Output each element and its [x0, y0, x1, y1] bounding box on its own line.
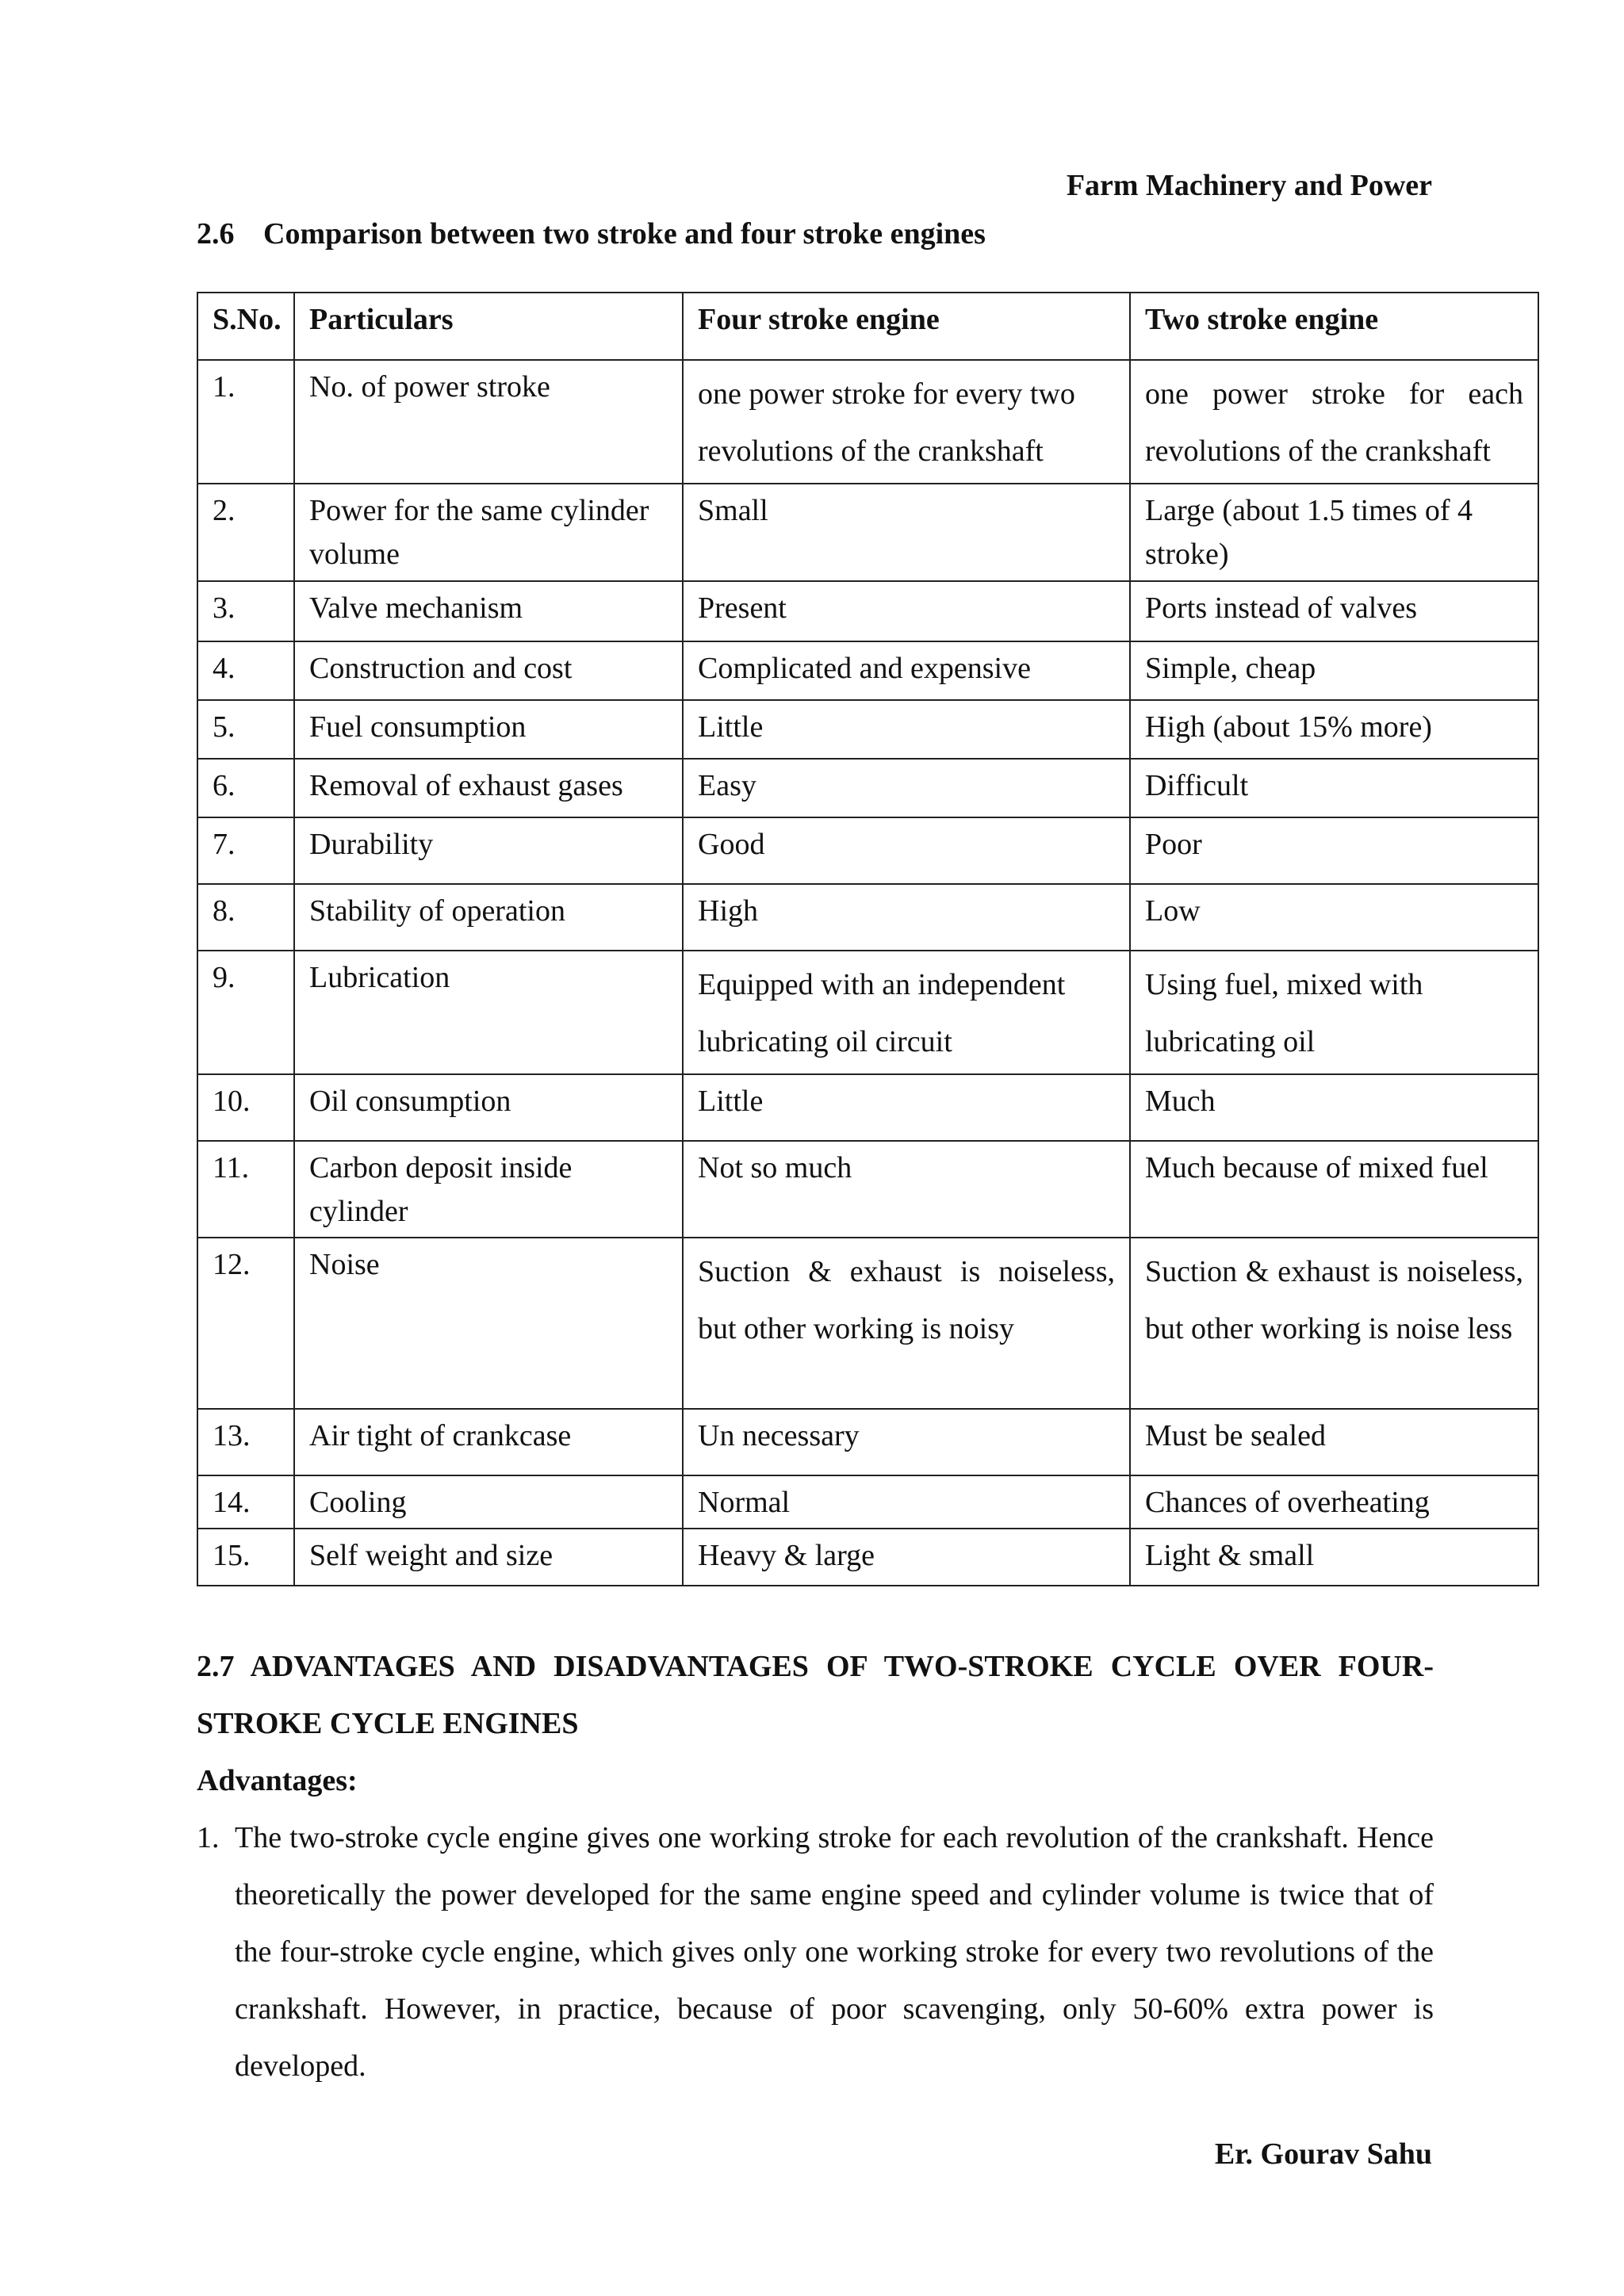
cell-particular: Valve mechanism [294, 581, 683, 641]
cell-four-stroke: Heavy & large [683, 1529, 1130, 1586]
cell-two-stroke: Using fuel, mixed with lubricating oil [1130, 951, 1538, 1074]
cell-four-stroke: Present [683, 581, 1130, 641]
section-number: 2.6 [197, 217, 235, 251]
cell-four-stroke: Not so much [683, 1141, 1130, 1238]
table-row [197, 581, 1538, 641]
cell-particular: Carbon deposit inside cylinder [294, 1141, 683, 1238]
cell-particular: Noise [294, 1238, 683, 1409]
cell-two-stroke: Much [1130, 1074, 1538, 1141]
table-row [197, 817, 1538, 884]
cell-particular: Durability [294, 817, 683, 884]
cell-particular: Power for the same cylinder volume [294, 484, 683, 580]
cell-two-stroke: Chances of overheating [1130, 1475, 1538, 1529]
section-heading-2-6 [197, 216, 986, 251]
cell-two-stroke: High (about 15% more) [1130, 700, 1538, 759]
cell-sno: 2. [197, 484, 294, 580]
footer-author: Er. Gourav Sahu [1214, 2137, 1432, 2171]
cell-sno: 10. [197, 1074, 294, 1141]
list-item [197, 1809, 1434, 2095]
cell-two-stroke: Large (about 1.5 times of 4 stroke) [1130, 484, 1538, 580]
table-row [197, 1409, 1538, 1475]
cell-particular: Cooling [294, 1475, 683, 1529]
cell-two-stroke: Suction & exhaust is noiseless, but other working is noise less [1130, 1238, 1538, 1409]
comparison-table [197, 292, 1539, 1586]
cell-sno: 8. [197, 884, 294, 951]
section-title: Comparison between two stroke and four stroke engines [263, 217, 986, 251]
cell-sno: 3. [197, 581, 294, 641]
cell-two-stroke: Difficult [1130, 759, 1538, 817]
list-item-text: The two-stroke cycle engine gives one working stroke for each revolution of the crankshaft. Hence theoretically the power developed for the same engine speed and cylinder volume is twice that of the four-stroke cycle engine, which gives only one working stroke for every two revolutions of the crankshaft. However, in practice, because of poor scavenging, only 50-60% extra power is developed. [235, 1821, 1434, 2083]
table-row [197, 1074, 1538, 1141]
cell-particular: Fuel consumption [294, 700, 683, 759]
cell-four-stroke: Complicated and expensive [683, 641, 1130, 700]
cell-particular: No. of power stroke [294, 360, 683, 484]
cell-sno: 14. [197, 1475, 294, 1529]
cell-particular: Lubrication [294, 951, 683, 1074]
table-row [197, 1141, 1538, 1238]
table-row [197, 360, 1538, 484]
cell-four-stroke: Little [683, 1074, 1130, 1141]
cell-particular: Construction and cost [294, 641, 683, 700]
cell-four-stroke: one power stroke for every two revolutions of the crankshaft [683, 360, 1130, 484]
advantages-subheading: Advantages: [197, 1764, 358, 1797]
cell-sno: 12. [197, 1238, 294, 1409]
table-row [197, 884, 1538, 951]
table-row [197, 1529, 1538, 1586]
cell-four-stroke: Normal [683, 1475, 1130, 1529]
cell-four-stroke: High [683, 884, 1130, 951]
cell-sno: 7. [197, 817, 294, 884]
cell-sno: 11. [197, 1141, 294, 1238]
column-header-particulars: Particulars [294, 293, 683, 360]
cell-sno: 1. [197, 360, 294, 484]
cell-two-stroke: one power stroke for each revolutions of the crankshaft [1130, 360, 1538, 484]
cell-sno: 13. [197, 1409, 294, 1475]
cell-four-stroke: Suction & exhaust is noiseless, but other working is noisy [683, 1238, 1130, 1409]
cell-two-stroke: Simple, cheap [1130, 641, 1538, 700]
cell-two-stroke: Ports instead of valves [1130, 581, 1538, 641]
cell-sno: 4. [197, 641, 294, 700]
cell-particular: Stability of operation [294, 884, 683, 951]
cell-sno: 6. [197, 759, 294, 817]
table-row [197, 951, 1538, 1074]
cell-four-stroke: Un necessary [683, 1409, 1130, 1475]
cell-two-stroke: Much because of mixed fuel [1130, 1141, 1538, 1238]
column-header-four-stroke: Four stroke engine [683, 293, 1130, 360]
cell-two-stroke: Poor [1130, 817, 1538, 884]
list-item-number: 1. [197, 1821, 220, 1854]
cell-sno: 9. [197, 951, 294, 1074]
section-heading-2-7: 2.7 ADVANTAGES AND DISADVANTAGES OF TWO-STROKE CYCLE OVER FOUR-STROKE CYCLE ENGINES [197, 1650, 1434, 1740]
cell-two-stroke: Must be sealed [1130, 1409, 1538, 1475]
table-row [197, 700, 1538, 759]
cell-four-stroke: Good [683, 817, 1130, 884]
cell-sno: 15. [197, 1529, 294, 1586]
table-row [197, 1475, 1538, 1529]
table-row [197, 641, 1538, 700]
cell-four-stroke: Equipped with an independent lubricating oil circuit [683, 951, 1130, 1074]
cell-two-stroke: Low [1130, 884, 1538, 951]
cell-particular: Removal of exhaust gases [294, 759, 683, 817]
table-row [197, 484, 1538, 580]
cell-particular: Air tight of crankcase [294, 1409, 683, 1475]
cell-four-stroke: Little [683, 700, 1130, 759]
advantages-list [197, 1809, 1434, 2095]
column-header-sno: S.No. [197, 293, 294, 360]
table-header-row [197, 293, 1538, 360]
cell-particular: Self weight and size [294, 1529, 683, 1586]
cell-particular: Oil consumption [294, 1074, 683, 1141]
cell-two-stroke: Light & small [1130, 1529, 1538, 1586]
running-header-title: Farm Machinery and Power [1066, 169, 1432, 202]
cell-sno: 5. [197, 700, 294, 759]
table-row [197, 759, 1538, 817]
cell-four-stroke: Small [683, 484, 1130, 580]
section-2-7 [197, 1638, 1434, 2095]
column-header-two-stroke: Two stroke engine [1130, 293, 1538, 360]
table-row [197, 1238, 1538, 1409]
cell-four-stroke: Easy [683, 759, 1130, 817]
